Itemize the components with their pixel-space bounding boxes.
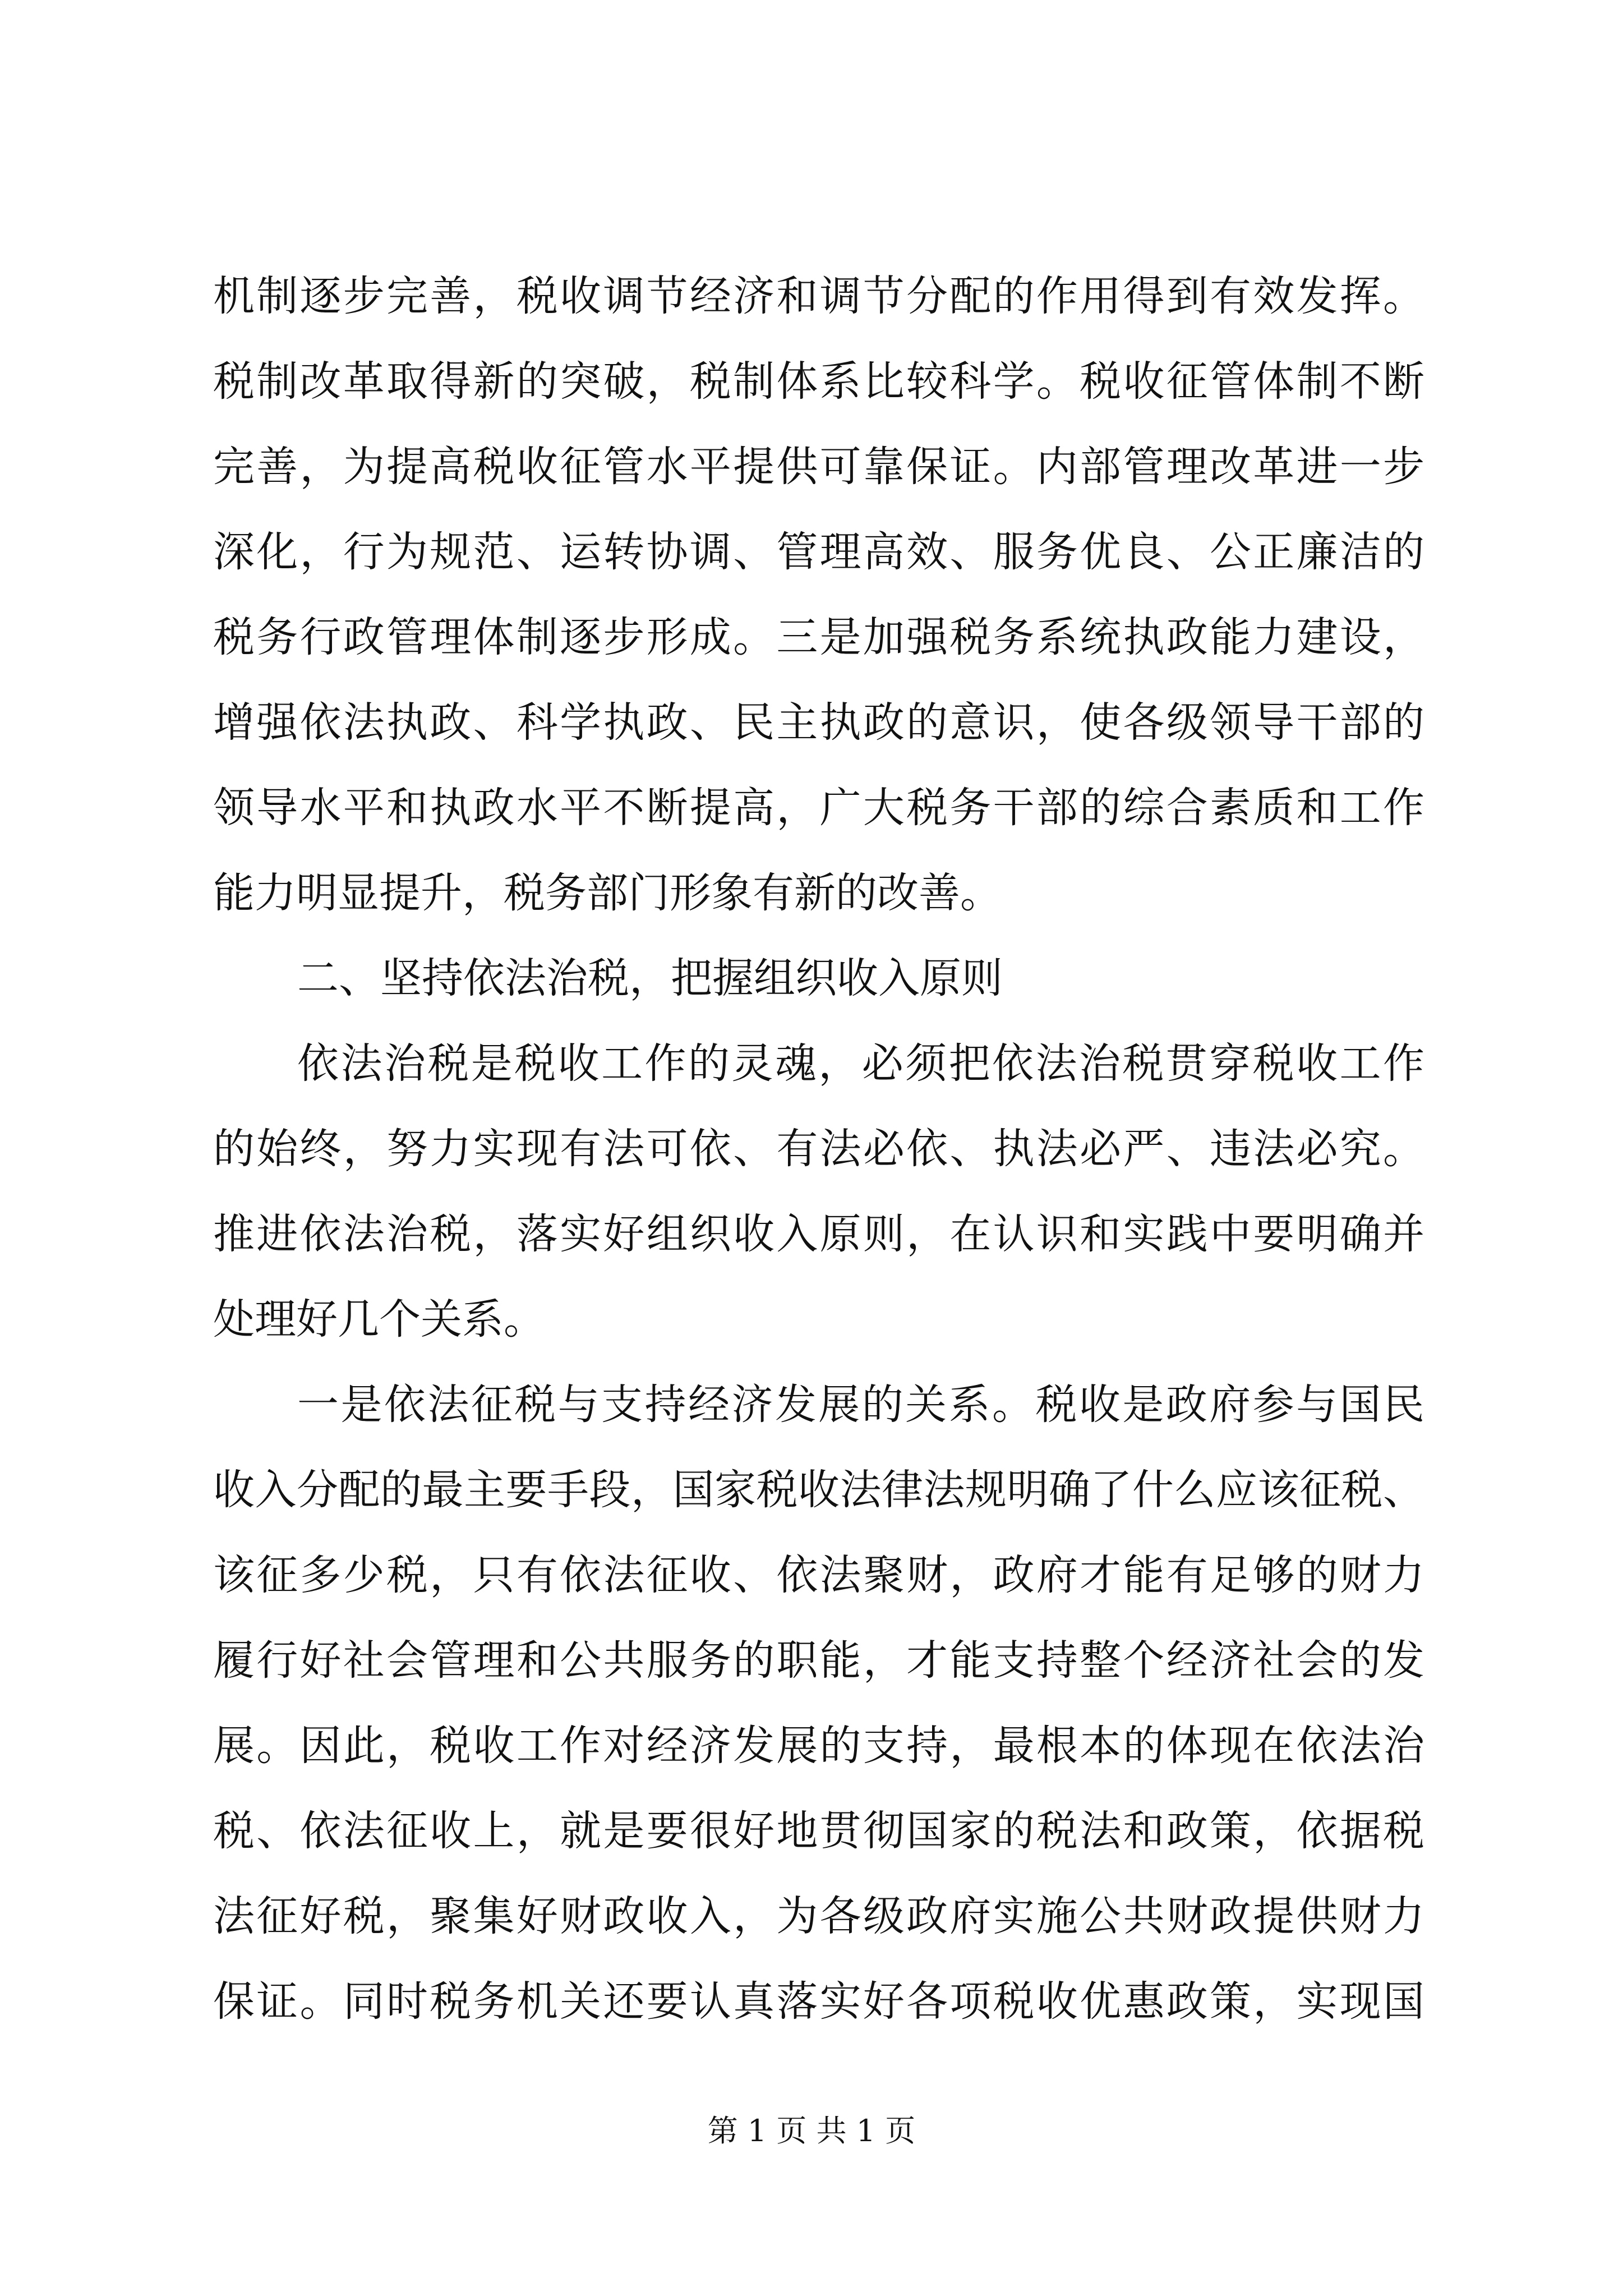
text-line: 机制逐步完善，税收调节经济和调节分配的作用得到有效发挥。 — [213, 272, 1424, 320]
text-line: 税务行政管理体制逐步形成。三是加强税务系统执政能力建设， — [213, 613, 1424, 661]
text-line: 法征好税，聚集好财政收入，为各级政府实施公共财政提供财力 — [213, 1892, 1424, 1940]
text-line: 的始终，努力实现有法可依、有法必依、执法必严、违法必究。 — [213, 1125, 1424, 1173]
text-line: 收入分配的最主要手段，国家税收法律法规明确了什么应该征税、 — [213, 1466, 1424, 1514]
text-line: 处理好几个关系。 — [213, 1295, 545, 1343]
text-line: 税、依法征收上，就是要很好地贯彻国家的税法和政策，依据税 — [213, 1807, 1424, 1855]
text-line: 能力明显提升，税务部门形象有新的改善。 — [213, 869, 1002, 917]
text-line: 完善，为提高税收征管水平提供可靠保证。内部管理改革进一步 — [213, 443, 1424, 491]
text-line: 依法治税是税收工作的灵魂，必须把依法治税贯穿税收工作 — [297, 1039, 1424, 1088]
text-line: 税制改革取得新的突破，税制体系比较科学。税收征管体制不断 — [213, 357, 1424, 406]
text-line: 推进依法治税，落实好组织收入原则，在认识和实践中要明确并 — [213, 1210, 1424, 1258]
text-line: 展。因此，税收工作对经济发展的支持，最根本的体现在依法治 — [213, 1722, 1424, 1770]
text-line: 深化，行为规范、运转协调、管理高效、服务优良、公正廉洁的 — [213, 528, 1424, 576]
page-number-footer: 第 1 页 共 1 页 — [707, 2113, 916, 2148]
text-line: 领导水平和执政水平不断提高，广大税务干部的综合素质和工作 — [213, 784, 1424, 832]
text-line: 该征多少税，只有依法征收、依法聚财，政府才能有足够的财力 — [213, 1551, 1424, 1599]
text-line: 履行好社会管理和公共服务的职能，才能支持整个经济社会的发 — [213, 1636, 1424, 1685]
text-line: 一是依法征税与支持经济发展的关系。税收是政府参与国民 — [297, 1381, 1424, 1429]
text-line: 保证。同时税务机关还要认真落实好各项税收优惠政策，实现国 — [213, 1977, 1424, 2026]
text-line: 增强依法执政、科学执政、民主执政的意识，使各级领导干部的 — [213, 698, 1424, 747]
section-heading: 二、坚持依法治税，把握组织收入原则 — [297, 954, 1003, 1002]
